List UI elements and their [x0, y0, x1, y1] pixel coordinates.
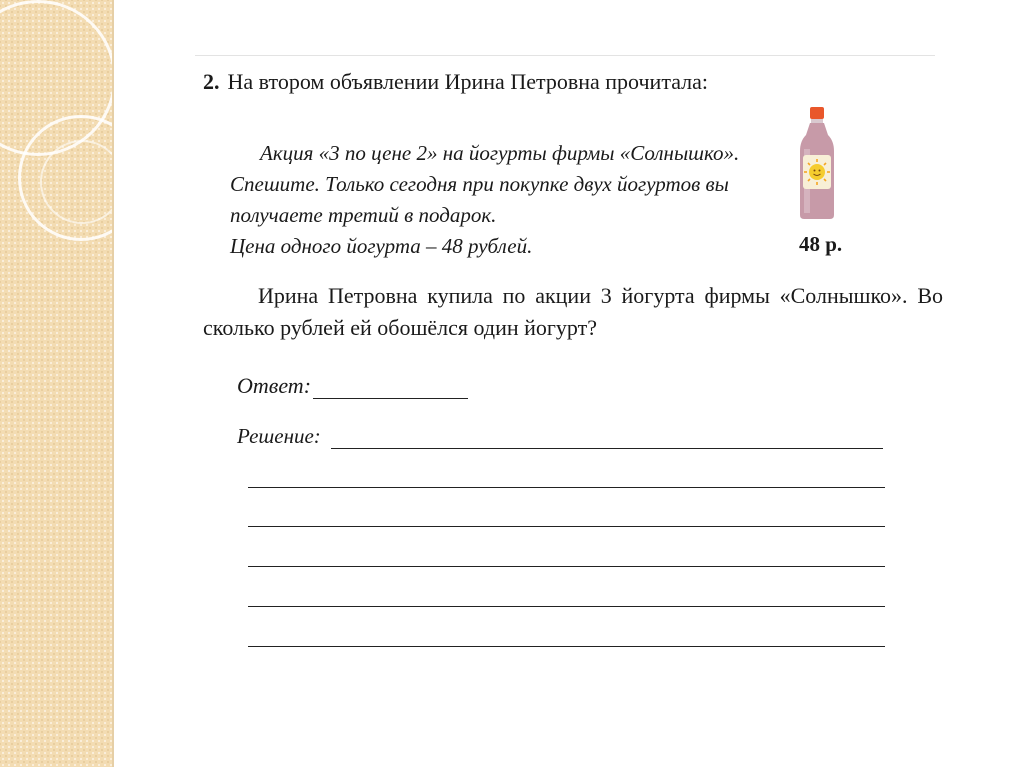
solution-label: Решение:	[237, 424, 321, 448]
answer-row	[237, 373, 468, 399]
worksheet-page	[195, 55, 943, 745]
solution-writing-line[interactable]	[248, 487, 885, 488]
question-text	[203, 280, 943, 344]
answer-label: Ответ:	[237, 373, 312, 398]
solution-writing-line[interactable]	[248, 526, 885, 527]
bottle-neck	[811, 119, 823, 123]
panel-divider	[112, 0, 114, 767]
solution-writing-line[interactable]	[248, 606, 885, 607]
ad-line: Спешите. Только сегодня при покупке двух йогуртов вы	[230, 172, 729, 196]
solution-input-line[interactable]	[331, 428, 883, 449]
advertisement-text	[230, 138, 739, 262]
answer-input-line[interactable]	[313, 376, 468, 399]
decorative-side-panel	[0, 0, 112, 767]
solution-writing-line[interactable]	[248, 566, 885, 567]
question-line: Ирина Петровна купила по акции 3 йогурта фирмы «Солнышко». Во	[258, 283, 943, 308]
solution-writing-line[interactable]	[248, 646, 885, 647]
ad-line: получаете третий в подарок.	[230, 203, 497, 227]
price-label: 48 р.	[799, 232, 843, 256]
ad-line: Цена одного йогурта – 48 рублей.	[230, 234, 533, 258]
question-line: сколько рублей ей обошёлся один йогурт?	[203, 315, 598, 340]
solution-row	[237, 424, 883, 449]
task-heading	[203, 69, 708, 95]
task-intro: На втором объявлении Ирина Петровна прочитала:	[227, 69, 709, 94]
task-number: 2.	[203, 69, 220, 94]
top-divider	[195, 55, 935, 56]
ad-line: Акция «3 по цене 2» на йогурты фирмы «Солнышко».	[260, 141, 740, 165]
yogurt-bottle-icon	[798, 105, 836, 221]
bottle-cap	[810, 107, 824, 119]
